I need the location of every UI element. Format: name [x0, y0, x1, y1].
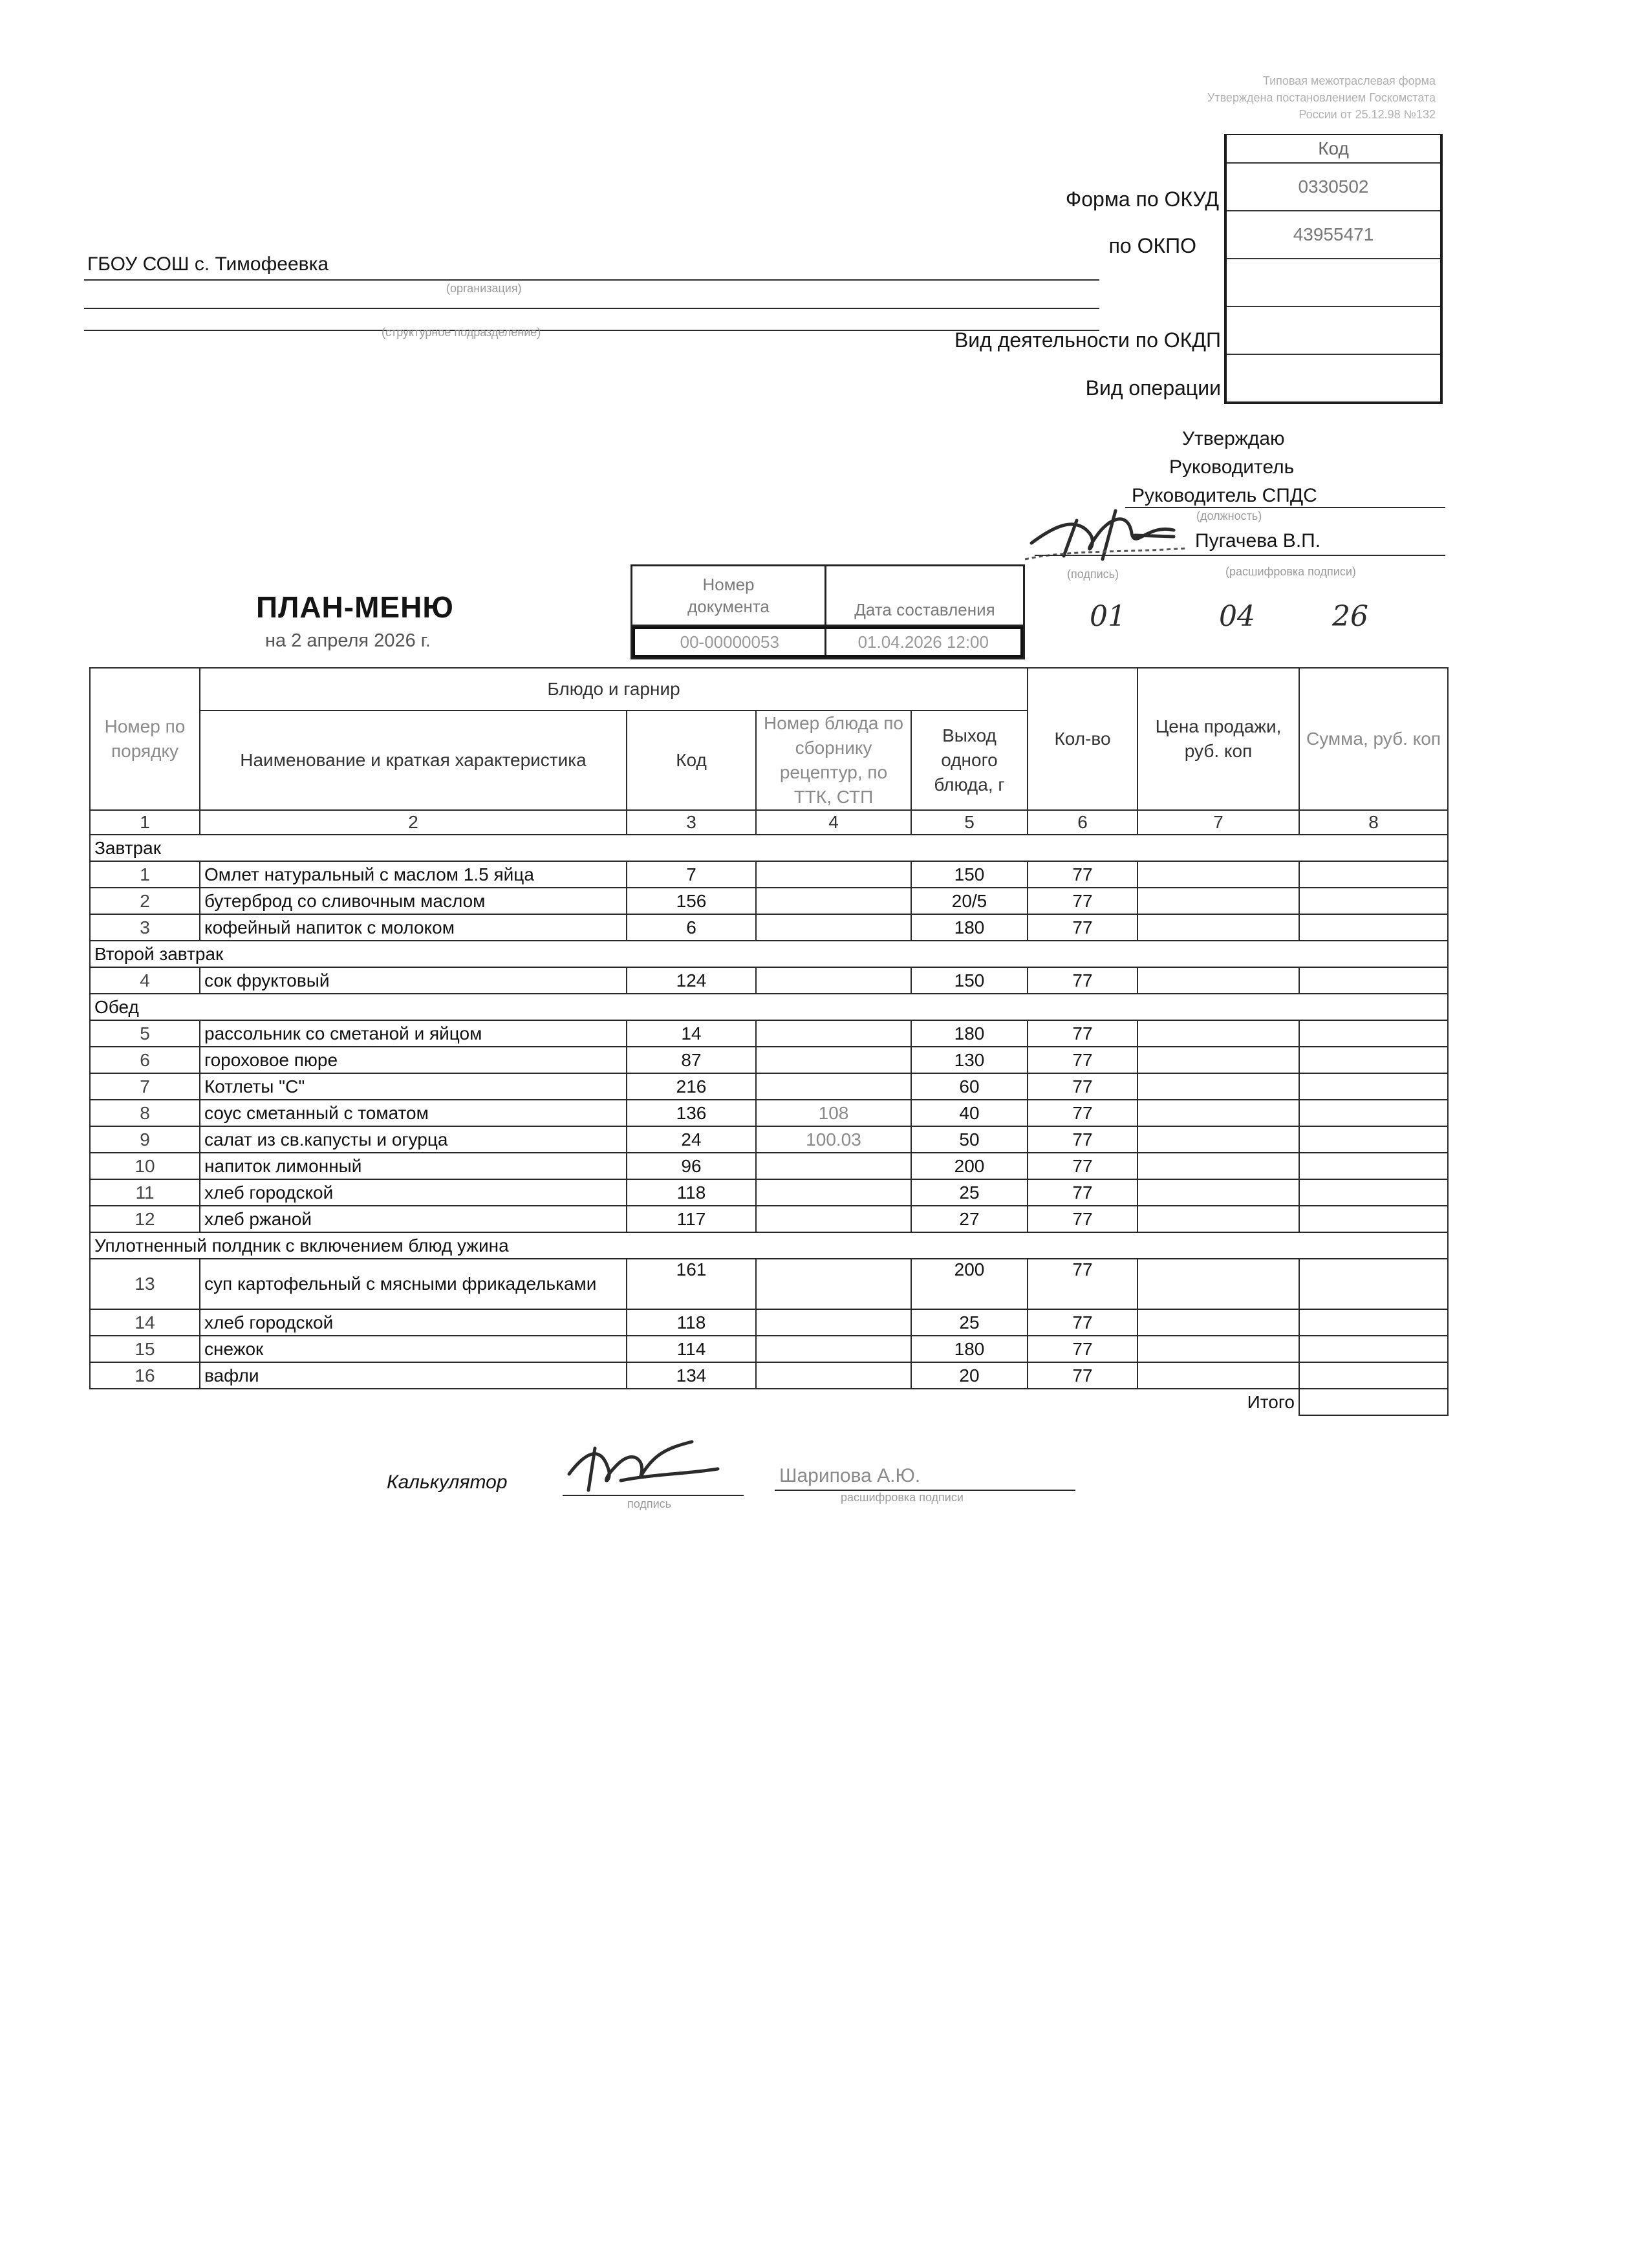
dish-price: [1137, 1126, 1299, 1153]
approval-year: 26: [1332, 600, 1368, 633]
row-number: 9: [90, 1126, 200, 1153]
section-title: Уплотненный полдник с включением блюд ужина: [90, 1232, 1448, 1259]
section-title: Завтрак: [90, 835, 1448, 861]
dish-code: 117: [627, 1206, 756, 1232]
dish-sum: [1299, 967, 1448, 994]
dish-yield: 150: [911, 967, 1028, 994]
approval-month: 04: [1219, 600, 1255, 633]
dish-sum: [1299, 1100, 1448, 1126]
page-title: ПЛАН-МЕНЮ: [256, 590, 454, 624]
dish-name: Омлет натуральный с маслом 1.5 яйца: [200, 861, 627, 888]
organization-name: ГБОУ СОШ с. Тимофеевка: [87, 253, 329, 275]
okdp-code: [1227, 306, 1440, 354]
approve-position: Руководитель СПДС: [1132, 485, 1317, 506]
table-row: [90, 1309, 1448, 1336]
dish-name: бутерброд со сливочным маслом: [200, 888, 627, 914]
column-number: 5: [911, 810, 1028, 835]
dish-code: 7: [627, 861, 756, 888]
row-number: 3: [90, 914, 200, 941]
okud-label: Форма по ОКУД: [1065, 187, 1219, 211]
organization-line: [84, 279, 1099, 281]
dish-name: Котлеты "С": [200, 1073, 627, 1100]
codes-header: Код: [1318, 138, 1349, 158]
page-subtitle: на 2 апреля 2026 г.: [265, 630, 431, 651]
name-caption: (расшифровка подписи): [1225, 565, 1356, 578]
dish-yield: 60: [911, 1073, 1028, 1100]
dish-yield: 200: [911, 1153, 1028, 1179]
dish-qty: 77: [1028, 1100, 1137, 1126]
table-row: [90, 1126, 1448, 1153]
dish-sum: [1299, 1126, 1448, 1153]
doc-number-label: Номер документа: [632, 566, 826, 625]
dish-sum: [1299, 1020, 1448, 1047]
dish-price: [1137, 888, 1299, 914]
dish-sum: [1299, 1153, 1448, 1179]
dish-yield: 50: [911, 1126, 1028, 1153]
row-number: 1: [90, 861, 200, 888]
dish-name: рассольник со сметаной и яйцом: [200, 1020, 627, 1047]
header-order-no: Номер по порядку: [90, 668, 200, 810]
dish-recipe: [756, 1047, 911, 1073]
dish-price: [1137, 1153, 1299, 1179]
dish-yield: 130: [911, 1047, 1028, 1073]
dish-yield: 27: [911, 1206, 1028, 1232]
dish-sum: [1299, 1206, 1448, 1232]
dish-recipe: [756, 1206, 911, 1232]
dish-yield: 180: [911, 1336, 1028, 1362]
code-empty-row: [1227, 258, 1440, 306]
calculator-name-caption: расшифровка подписи: [841, 1491, 964, 1504]
table-row: [90, 1362, 1448, 1389]
dish-code: 6: [627, 914, 756, 941]
table-row: [90, 1259, 1448, 1309]
calculator-signature-caption: подпись: [627, 1497, 672, 1510]
dish-price: [1137, 1362, 1299, 1389]
table-row: [90, 1336, 1448, 1362]
department-line: [84, 308, 1099, 309]
dish-name: гороховое пюре: [200, 1047, 627, 1073]
dish-recipe: [756, 861, 911, 888]
dish-qty: 77: [1028, 1309, 1137, 1336]
dish-yield: 20: [911, 1362, 1028, 1389]
dish-code: 96: [627, 1153, 756, 1179]
dish-name: сок фруктовый: [200, 967, 627, 994]
column-number: 3: [627, 810, 756, 835]
operation-label: Вид операции: [1085, 376, 1221, 400]
dish-qty: 77: [1028, 1362, 1137, 1389]
dish-code: 216: [627, 1073, 756, 1100]
dish-recipe: 100.03: [756, 1126, 911, 1153]
dish-yield: 150: [911, 861, 1028, 888]
row-number: 12: [90, 1206, 200, 1232]
dish-sum: [1299, 1362, 1448, 1389]
row-number: 11: [90, 1179, 200, 1206]
form-note-line: Типовая межотраслевая форма: [1262, 74, 1436, 87]
dish-code: 124: [627, 967, 756, 994]
dish-recipe: [756, 1020, 911, 1047]
header-price: Цена продажи, руб. коп: [1137, 668, 1299, 810]
form-note-line: Утверждена постановлением Госкомстата: [1207, 91, 1436, 104]
calculator-signature: [556, 1429, 737, 1500]
table-row: [90, 1047, 1448, 1073]
dish-name: кофейный напиток с молоком: [200, 914, 627, 941]
table-row: [90, 914, 1448, 941]
row-number: 7: [90, 1073, 200, 1100]
total-row: [90, 1389, 1448, 1415]
dish-recipe: [756, 1309, 911, 1336]
doc-date-label: Дата составления: [854, 600, 995, 619]
dish-recipe: [756, 888, 911, 914]
dish-sum: [1299, 888, 1448, 914]
dish-yield: 200: [911, 1259, 1028, 1309]
dish-name: хлеб городской: [200, 1309, 627, 1336]
column-number: 8: [1299, 810, 1448, 835]
dish-price: [1137, 1100, 1299, 1126]
approve-head: Руководитель: [1169, 456, 1295, 478]
header-recipe-no: Номер блюда по сборнику рецептур, по ТТК, СТП: [756, 711, 911, 810]
section-title: Второй завтрак: [90, 941, 1448, 967]
dish-yield: 20/5: [911, 888, 1028, 914]
dish-code: 161: [627, 1259, 756, 1309]
dish-yield: 180: [911, 914, 1028, 941]
header-sum: Сумма, руб. коп: [1299, 668, 1448, 810]
header-code: Код: [627, 711, 756, 810]
dish-name: соус сметанный с томатом: [200, 1100, 627, 1126]
dish-qty: 77: [1028, 1206, 1137, 1232]
dish-qty: 77: [1028, 888, 1137, 914]
dish-code: 114: [627, 1336, 756, 1362]
row-number: 2: [90, 888, 200, 914]
okud-code: 0330502: [1227, 162, 1440, 210]
dish-recipe: [756, 1259, 911, 1309]
dish-sum: [1299, 1259, 1448, 1309]
calculator-signature-line: [563, 1495, 744, 1496]
dish-sum: [1299, 914, 1448, 941]
dish-yield: 40: [911, 1100, 1028, 1126]
dish-price: [1137, 1020, 1299, 1047]
dish-qty: 77: [1028, 967, 1137, 994]
column-numbers-row: [90, 810, 1448, 835]
form-note-line: России от 25.12.98 №132: [1299, 108, 1436, 121]
dish-price: [1137, 1259, 1299, 1309]
dish-price: [1137, 967, 1299, 994]
header-qty: Кол-во: [1028, 668, 1137, 810]
okpo-label: по ОКПО: [1108, 234, 1196, 257]
dish-code: 118: [627, 1309, 756, 1336]
okdp-label: Вид деятельности по ОКДП: [954, 328, 1221, 352]
operation-code: [1227, 354, 1440, 401]
dish-qty: 77: [1028, 1126, 1137, 1153]
dish-recipe: 108: [756, 1100, 911, 1126]
dish-name: снежок: [200, 1336, 627, 1362]
table-row: [90, 1179, 1448, 1206]
table-row: [90, 861, 1448, 888]
dish-code: 134: [627, 1362, 756, 1389]
dish-code: 14: [627, 1020, 756, 1047]
dish-qty: 77: [1028, 1153, 1137, 1179]
total-value: [1299, 1389, 1448, 1415]
position-caption: (должность): [1196, 509, 1262, 522]
dish-sum: [1299, 1047, 1448, 1073]
table-row: [90, 1100, 1448, 1126]
column-number: 6: [1028, 810, 1137, 835]
dish-yield: 180: [911, 1020, 1028, 1047]
row-number: 4: [90, 967, 200, 994]
approver-line: [1035, 555, 1445, 556]
form-note: [1093, 72, 1436, 123]
column-number: 1: [90, 810, 200, 835]
doc-number-value: 00-00000053: [635, 629, 826, 655]
dish-qty: 77: [1028, 1047, 1137, 1073]
doc-date-value: 01.04.2026 12:00: [857, 632, 989, 652]
row-number: 16: [90, 1362, 200, 1389]
dish-code: 24: [627, 1126, 756, 1153]
dish-sum: [1299, 1336, 1448, 1362]
dish-qty: 77: [1028, 861, 1137, 888]
dish-price: [1137, 1206, 1299, 1232]
table-row: [90, 1020, 1448, 1047]
calculator-name: Шарипова А.Ю.: [779, 1465, 921, 1486]
department-line-2: [84, 330, 1099, 331]
dish-name: хлеб городской: [200, 1179, 627, 1206]
dish-price: [1137, 914, 1299, 941]
table-row: [90, 888, 1448, 914]
approval-day: 01: [1090, 600, 1126, 633]
table-row: [90, 1153, 1448, 1179]
dish-qty: 77: [1028, 1259, 1137, 1309]
row-number: 10: [90, 1153, 200, 1179]
dish-yield: 25: [911, 1179, 1028, 1206]
dish-price: [1137, 861, 1299, 888]
row-number: 15: [90, 1336, 200, 1362]
total-label: Итого: [1137, 1389, 1299, 1415]
document-box: [630, 564, 1025, 659]
dish-price: [1137, 1309, 1299, 1336]
dish-price: [1137, 1073, 1299, 1100]
dish-price: [1137, 1047, 1299, 1073]
dish-qty: 77: [1028, 914, 1137, 941]
dish-price: [1137, 1179, 1299, 1206]
dish-qty: 77: [1028, 1179, 1137, 1206]
dish-recipe: [756, 1336, 911, 1362]
dish-name: напиток лимонный: [200, 1153, 627, 1179]
dish-recipe: [756, 1179, 911, 1206]
dish-name: суп картофельный с мясными фрикадельками: [200, 1259, 627, 1309]
calculator-label: Калькулятор: [387, 1471, 508, 1493]
dish-recipe: [756, 914, 911, 941]
dish-recipe: [756, 967, 911, 994]
dish-qty: 77: [1028, 1020, 1137, 1047]
okpo-code: 43955471: [1227, 210, 1440, 258]
table-row: [90, 1073, 1448, 1100]
row-number: 6: [90, 1047, 200, 1073]
row-number: 8: [90, 1100, 200, 1126]
table-row: [90, 1206, 1448, 1232]
header-name: Наименование и краткая характеристика: [200, 711, 627, 810]
dish-name: салат из св.капусты и огурца: [200, 1126, 627, 1153]
approver-name: Пугачева В.П.: [1195, 530, 1321, 551]
dish-price: [1137, 1336, 1299, 1362]
dish-qty: 77: [1028, 1073, 1137, 1100]
row-number: 14: [90, 1309, 200, 1336]
organization-caption: (организация): [446, 282, 522, 295]
dish-sum: [1299, 1309, 1448, 1336]
dish-code: 87: [627, 1047, 756, 1073]
department-caption: (структурное подразделение): [382, 326, 541, 339]
dish-sum: [1299, 861, 1448, 888]
dish-code: 156: [627, 888, 756, 914]
codes-box: [1224, 134, 1443, 404]
dish-recipe: [756, 1153, 911, 1179]
header-yield: Выход одного блюда, г: [911, 711, 1028, 810]
signature-caption: (подпись): [1067, 568, 1119, 581]
dish-yield: 25: [911, 1309, 1028, 1336]
dish-sum: [1299, 1073, 1448, 1100]
column-number: 2: [200, 810, 627, 835]
row-number: 5: [90, 1020, 200, 1047]
dish-code: 118: [627, 1179, 756, 1206]
dish-name: хлеб ржаной: [200, 1206, 627, 1232]
dish-recipe: [756, 1362, 911, 1389]
approve-label: Утверждаю: [1182, 428, 1285, 449]
dish-sum: [1299, 1179, 1448, 1206]
header-group: Блюдо и гарнир: [200, 668, 1028, 711]
menu-table: [89, 667, 1449, 1416]
dish-qty: 77: [1028, 1336, 1137, 1362]
approval-date: [1048, 600, 1449, 639]
table-row: [90, 967, 1448, 994]
dish-code: 136: [627, 1100, 756, 1126]
row-number: 13: [90, 1259, 200, 1309]
column-number: 7: [1137, 810, 1299, 835]
column-number: 4: [756, 810, 911, 835]
dish-name: вафли: [200, 1362, 627, 1389]
section-title: Обед: [90, 994, 1448, 1020]
dish-recipe: [756, 1073, 911, 1100]
